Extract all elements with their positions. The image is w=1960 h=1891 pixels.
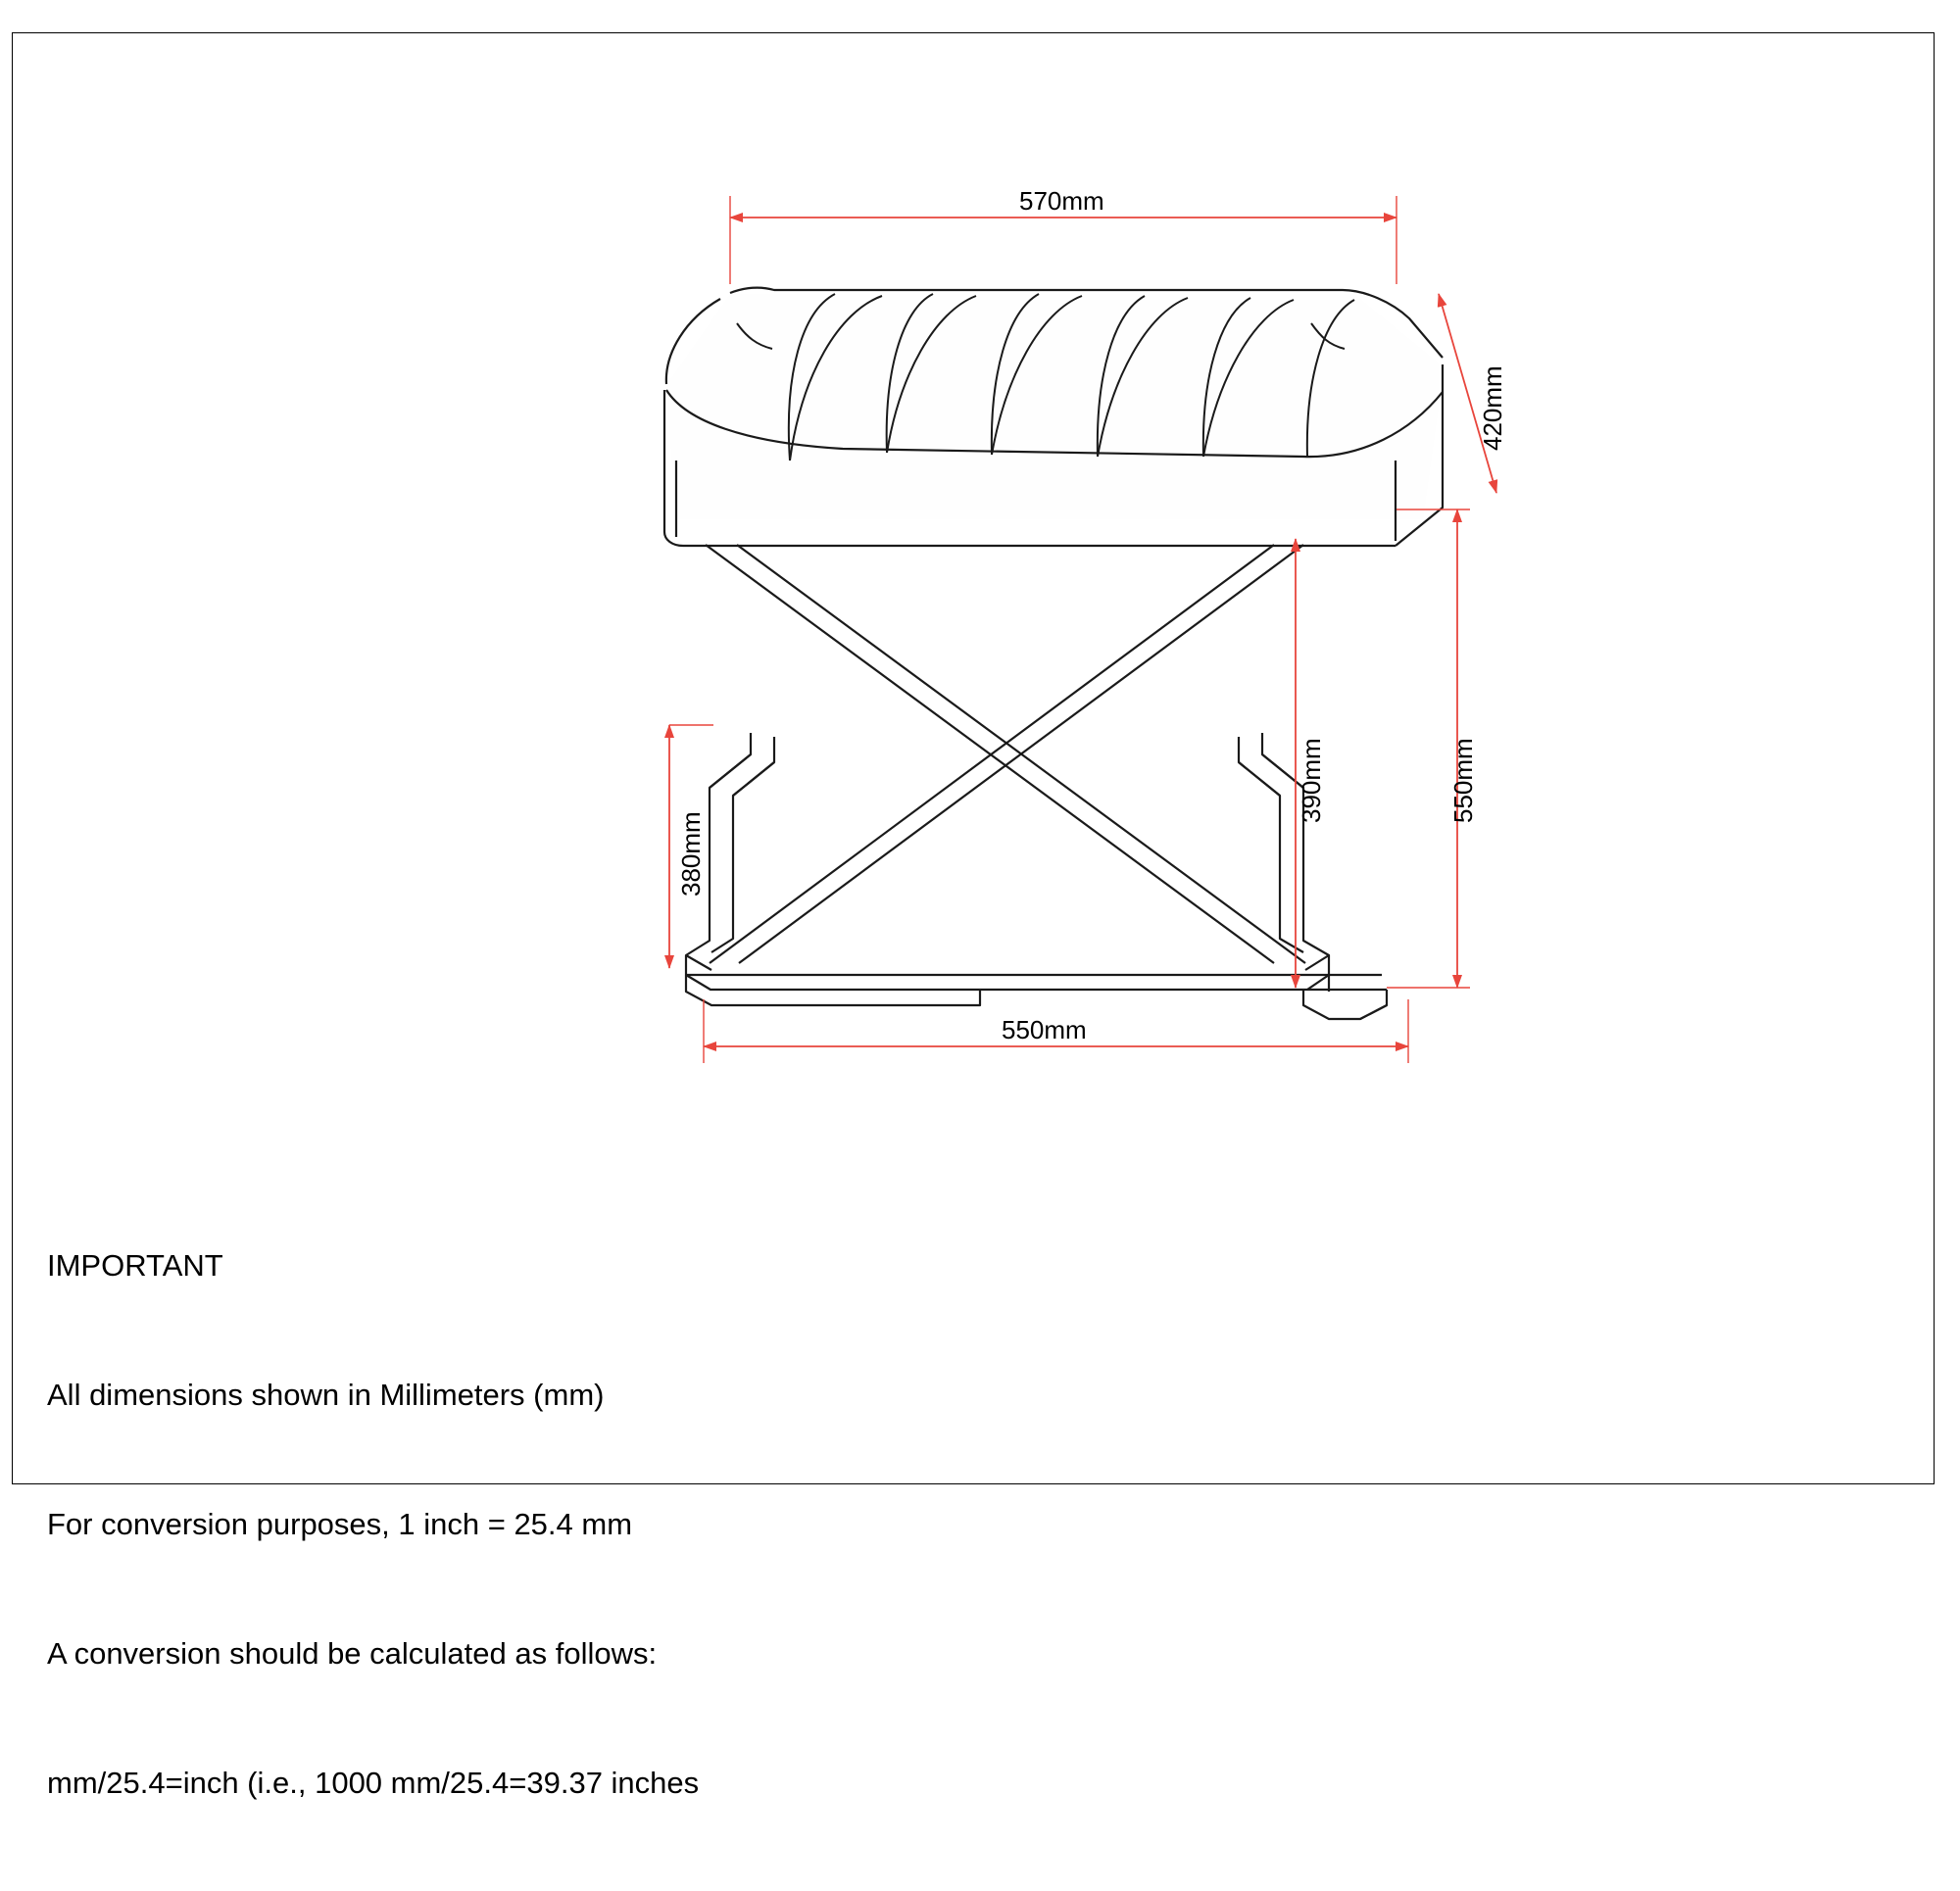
notes-heading: IMPORTANT: [47, 1248, 223, 1283]
bench-leg-frame: [686, 545, 1387, 1019]
bench-seat-outline: [664, 288, 1443, 546]
notes-line-4: mm/25.4=inch (i.e., 1000 mm/25.4=39.37 inches: [47, 1766, 700, 1800]
dimension-label-overall-height: 550mm: [1448, 738, 1478, 823]
dimension-label-foot-depth: 380mm: [676, 811, 706, 897]
notes-line-2: For conversion purposes, 1 inch = 25.4 mm: [47, 1507, 633, 1541]
dimension-label-depth: 420mm: [1478, 365, 1507, 451]
notes-line-3: A conversion should be calculated as follows:: [47, 1636, 658, 1671]
dimension-label-width-top: 570mm: [1019, 186, 1104, 216]
dimension-label-seat-height: 390mm: [1297, 738, 1326, 823]
notes-line-1: All dimensions shown in Millimeters (mm): [47, 1378, 605, 1412]
dimension-label-width-bottom: 550mm: [1002, 1015, 1087, 1044]
important-notes: [47, 1158, 1223, 1891]
